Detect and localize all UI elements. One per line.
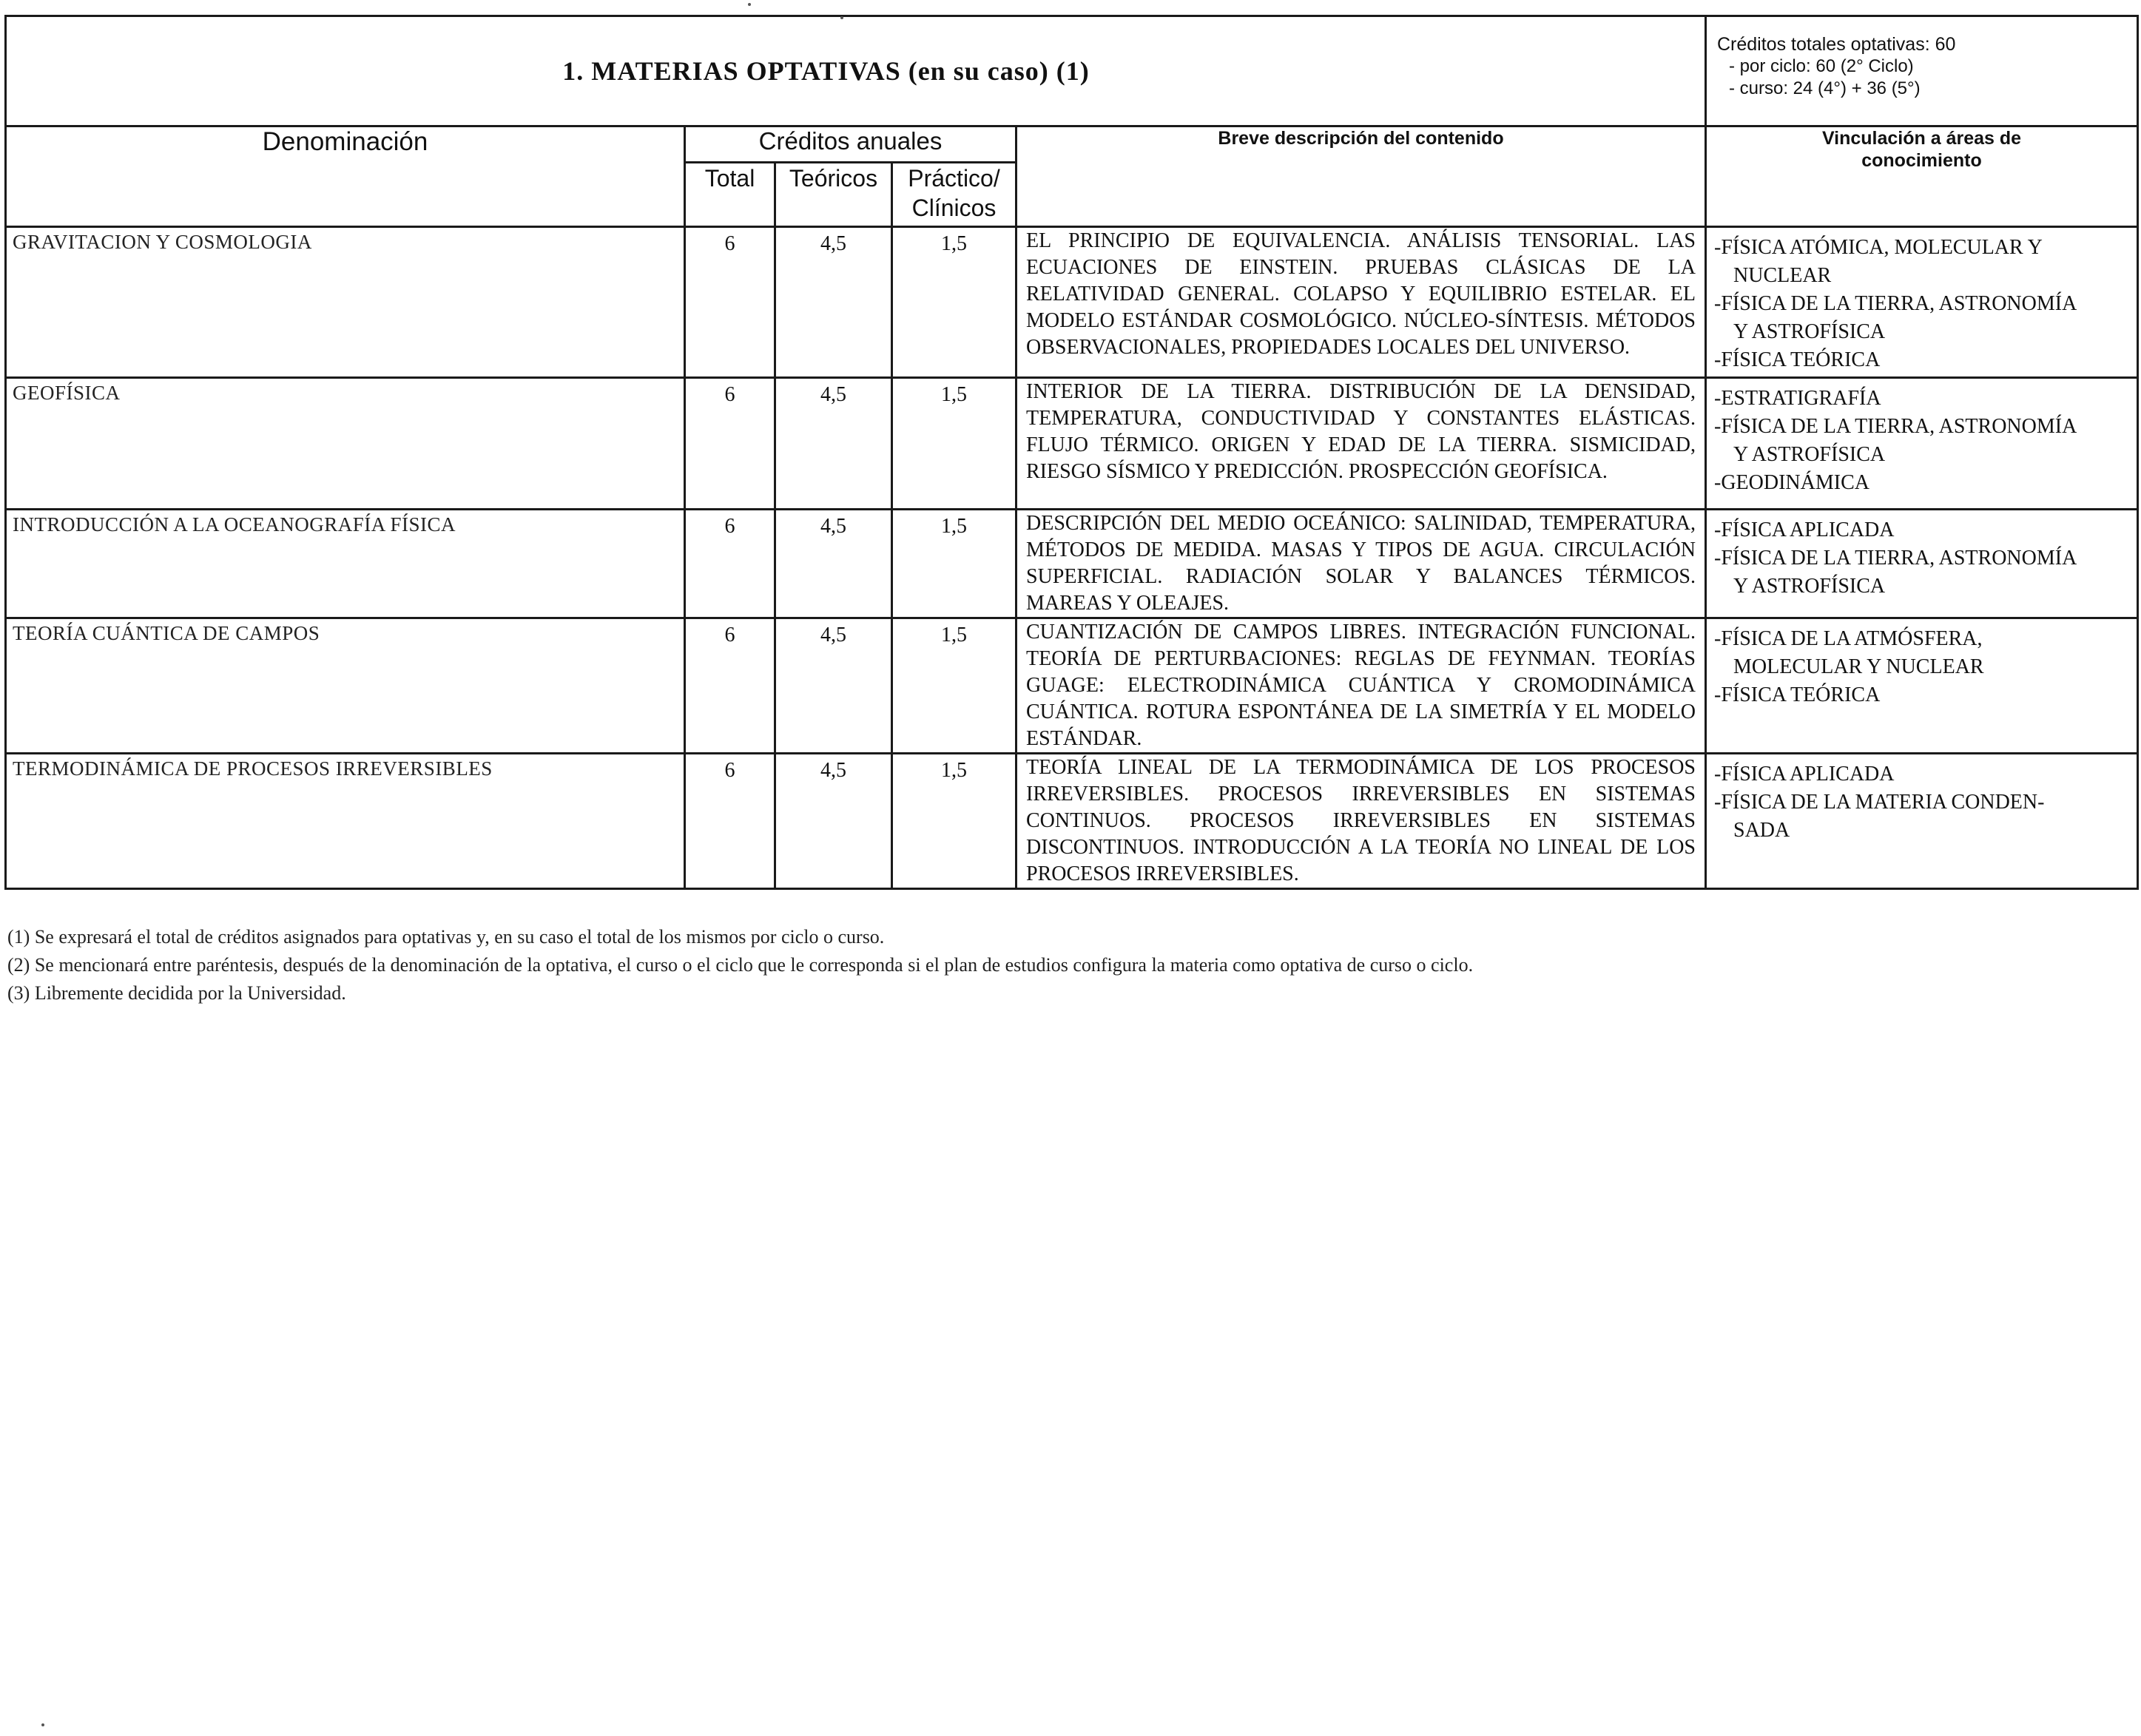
knowledge-areas: [1706, 510, 2138, 618]
header-practicos: [892, 163, 1016, 227]
table-row: [6, 754, 2138, 889]
area-text: -FÍSICA DE LA TIERRA, ASTRONOMÍA: [1714, 292, 2077, 315]
footnotes: [7, 923, 1473, 1007]
area-item: [1714, 234, 2128, 290]
area-item: [1714, 290, 2128, 346]
area-text: -FÍSICA DE LA ATMÓSFERA,: [1714, 627, 1983, 650]
credits-total: 6: [685, 618, 775, 754]
scan-speck: [748, 3, 751, 6]
page-title: 1. MATERIAS OPTATIVAS (en su caso) (1): [562, 56, 1090, 86]
subject-description: TEORÍA LINEAL DE LA TERMODINÁMICA DE LOS PROCESOS IRREVERSIBLES. PROCESOS IRREVERSIBLES EN SISTEMAS CONTINUOS. PROCESOS IRREVERSIBLES EN SISTEMAS DISCONTINUOS. INTRODUCCIÓN A LA TEORÍA NO LINEAL DE LOS PROCESOS IRREVERSIBLES.: [1016, 754, 1706, 889]
title-cell: [6, 16, 1706, 126]
header-practicos-line2: Clínicos: [911, 195, 997, 221]
header-creditos-anuales: Créditos anuales: [685, 126, 1016, 163]
subject-name: TEORÍA CUÁNTICA DE CAMPOS: [6, 618, 685, 754]
subject-description: DESCRIPCIÓN DEL MEDIO OCEÁNICO: SALINIDAD, TEMPERATURA, MÉTODOS DE MEDIDA. MASAS Y TIPOS DE AGUA. CIRCULACIÓN SUPERFICIAL. RADIACIÓN SOLAR Y BALANCES TÉRMICOS. MAREAS Y OLEAJES.: [1016, 510, 1706, 618]
subject-description: EL PRINCIPIO DE EQUIVALENCIA. ANÁLISIS TENSORIAL. LAS ECUACIONES DE EINSTEIN. PRUEBAS CLÁSICAS DE LA RELATIVIDAD GENERAL. COLAPSO Y EQUILIBRIO ESTELAR. EL MODELO ESTÁNDAR COSMOLÓGICO. NÚCLEO-SÍNTESIS. MÉTODOS OBSERVACIONALES, PROPIEDADES LOCALES DEL UNIVERSO.: [1016, 227, 1706, 378]
credits-practicos: 1,5: [892, 754, 1016, 889]
area-item: [1714, 516, 2128, 544]
area-text: -FÍSICA APLICADA: [1714, 763, 1895, 786]
credits-practicos: 1,5: [892, 227, 1016, 378]
table-row: [6, 510, 2138, 618]
credits-teoricos: 4,5: [775, 378, 892, 510]
knowledge-areas: [1706, 754, 2138, 889]
footnote-2: (2) Se mencionará entre paréntesis, después de la denominación de la optativa, el curso o el ciclo que le corresponda si el plan de estudios configura la materia como optativa de curso o ciclo.: [7, 954, 1474, 976]
area-text: -GEODINÁMICA: [1714, 471, 1869, 494]
subject-name: TERMODINÁMICA DE PROCESOS IRREVERSIBLES: [6, 754, 685, 889]
subject-description: INTERIOR DE LA TIERRA. DISTRIBUCIÓN DE LA DENSIDAD, TEMPERATURA, CONDUCTIVIDAD Y CONSTANTES ELÁSTICAS. FLUJO TÉRMICO. ORIGEN Y EDAD DE LA TIERRA. SISMICIDAD, RIESGO SÍSMICO Y PREDICCIÓN. PROSPECCIÓN GEOFÍSICA.: [1016, 378, 1706, 510]
credits-per-cycle-line: - por ciclo: 60 (2° Ciclo): [1729, 56, 1914, 76]
credits-total: 6: [685, 754, 775, 889]
area-text-continued: Y ASTROFÍSICA: [1733, 320, 1886, 343]
scan-speck: [840, 16, 843, 19]
credits-summary-box: [1706, 16, 2138, 126]
area-text: -FÍSICA TEÓRICA: [1714, 683, 1881, 706]
area-text: -ESTRATIGRAFÍA: [1714, 387, 1881, 410]
table-row: [6, 618, 2138, 754]
area-text-continued: MOLECULAR Y NUCLEAR: [1733, 655, 1984, 678]
scan-speck: [41, 1723, 44, 1726]
area-item: [1714, 469, 2128, 497]
credits-teoricos: 4,5: [775, 510, 892, 618]
table-row: [6, 378, 2138, 510]
document-sheet: [4, 15, 2137, 890]
footnote-1: (1) Se expresará el total de créditos asignados para optativas y, en su caso el total de los mismos por ciclo o curso.: [7, 926, 885, 948]
area-item: [1714, 681, 2128, 709]
credits-per-course-line: - curso: 24 (4°) + 36 (5°): [1729, 78, 1921, 98]
area-text: -FÍSICA DE LA MATERIA CONDEN-: [1714, 791, 2045, 814]
credits-total: 6: [685, 510, 775, 618]
subject-name: GEOFÍSICA: [6, 378, 685, 510]
table-row: [6, 227, 2138, 378]
area-item: [1714, 346, 2128, 374]
area-text-continued: NUCLEAR: [1733, 264, 1832, 287]
area-item: [1714, 413, 2128, 469]
subject-name: INTRODUCCIÓN A LA OCEANOGRAFÍA FÍSICA: [6, 510, 685, 618]
knowledge-areas: [1706, 227, 2138, 378]
credits-practicos: 1,5: [892, 510, 1016, 618]
credits-teoricos: 4,5: [775, 618, 892, 754]
area-text-continued: SADA: [1733, 819, 1790, 842]
header-vinculacion-line1: Vinculación a áreas de: [1821, 128, 2022, 149]
area-text: -FÍSICA ATÓMICA, MOLECULAR Y: [1714, 236, 2043, 259]
credits-teoricos: 4,5: [775, 754, 892, 889]
area-text: -FÍSICA APLICADA: [1714, 519, 1895, 541]
area-item: [1714, 544, 2128, 601]
area-item: [1714, 625, 2128, 681]
credits-practicos: 1,5: [892, 378, 1016, 510]
header-denominacion: Denominación: [6, 126, 685, 227]
knowledge-areas: [1706, 378, 2138, 510]
header-practicos-line1: Práctico/: [908, 165, 1000, 192]
footnote-3: (3) Libremente decidida por la Universidad.: [7, 982, 346, 1004]
area-item: [1714, 788, 2128, 845]
optional-subjects-table: [4, 15, 2139, 890]
area-text: -FÍSICA DE LA TIERRA, ASTRONOMÍA: [1714, 415, 2077, 438]
credits-total-line: Créditos totales optativas: 60: [1717, 34, 1956, 55]
header-descripcion: Breve descripción del contenido: [1016, 126, 1706, 227]
area-item: [1714, 385, 2128, 413]
column-header-row-1: [6, 126, 2138, 163]
subject-name: GRAVITACION Y COSMOLOGIA: [6, 227, 685, 378]
credits-total: 6: [685, 227, 775, 378]
area-text: -FÍSICA TEÓRICA: [1714, 348, 1881, 371]
area-text-continued: Y ASTROFÍSICA: [1733, 443, 1886, 466]
area-text: -FÍSICA DE LA TIERRA, ASTRONOMÍA: [1714, 547, 2077, 570]
credits-teoricos: 4,5: [775, 227, 892, 378]
knowledge-areas: [1706, 618, 2138, 754]
area-text-continued: Y ASTROFÍSICA: [1733, 575, 1886, 598]
header-vinculacion-line2: conocimiento: [1861, 150, 1982, 171]
header-teoricos: Teóricos: [775, 163, 892, 227]
area-item: [1714, 760, 2128, 788]
credits-total: 6: [685, 378, 775, 510]
credits-practicos: 1,5: [892, 618, 1016, 754]
title-row: [6, 16, 2138, 126]
header-total: Total: [685, 163, 775, 227]
header-vinculacion: [1706, 126, 2138, 227]
subject-description: CUANTIZACIÓN DE CAMPOS LIBRES. INTEGRACIÓN FUNCIONAL. TEORÍA DE PERTURBACIONES: REGLAS DE FEYNMAN. TEORÍAS GUAGE: ELECTRODINÁMICA CUÁNTICA Y CROMODINÁMICA CUÁNTICA. ROTURA ESPONTÁNEA DE LA SIMETRÍA Y EL MODELO ESTÁNDAR.: [1016, 618, 1706, 754]
